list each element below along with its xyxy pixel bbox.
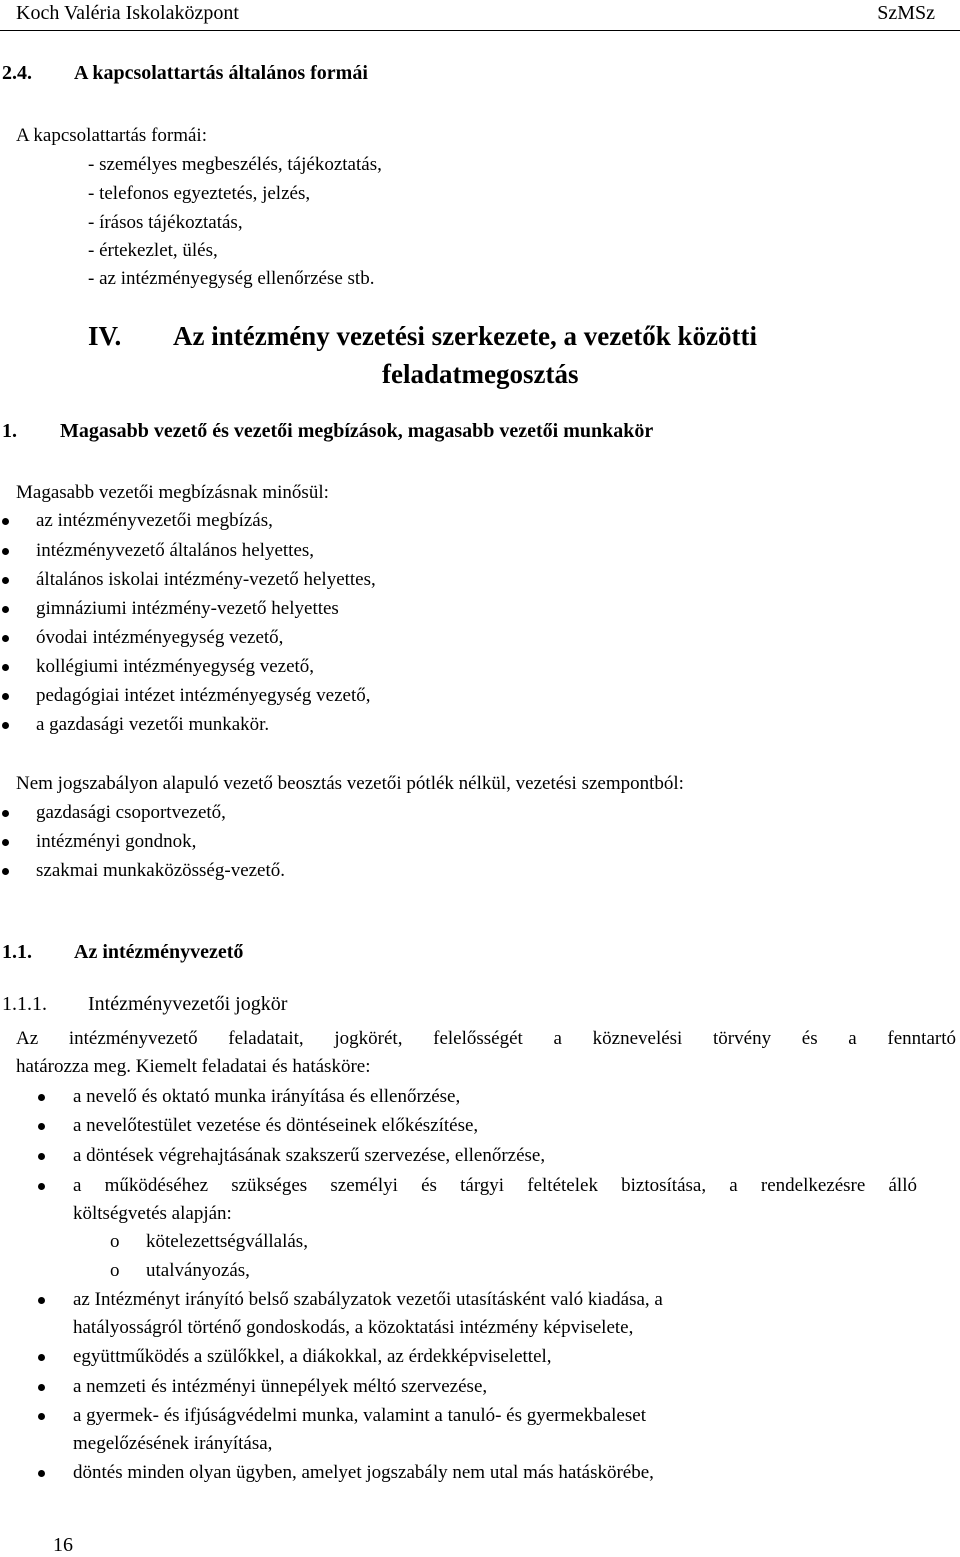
list-item: pedagógiai intézet intézményegység vezető, [36,685,371,706]
list-item: a nevelőtestület vezetése és döntéseinek előkészítése, [73,1115,479,1136]
bullet-icon [38,1470,45,1477]
page-number: 16 [53,1534,73,1556]
list-item-continuation: megelőzésének irányítása, [73,1433,273,1454]
list-item: - az intézményegység ellenőrzése stb. [88,268,375,289]
section-1-intro2: Nem jogszabályon alapuló vezető beosztás vezetői pótlék nélkül, vezetési szempontból: [16,773,684,794]
list-item: a működéséhez szükséges személyi és tárgyi feltételek biztosítása, a rendelkezésre álló [73,1175,917,1196]
sub-list-item: utalványozás, [146,1260,250,1281]
bullet-icon [2,839,9,846]
circle-bullet-icon: o [110,1260,120,1281]
list-item: a gazdasági vezetői munkakör. [36,714,270,735]
list-item: a nemzeti és intézményi ünnepélyek méltó szervezése, [73,1376,488,1397]
bullet-icon [38,1094,45,1101]
list-item-continuation: hatályosságról történő gondoskodás, a közoktatási intézmény képviselete, [73,1317,634,1338]
bullet-icon [2,548,9,555]
section-1-number: 1. [2,420,17,442]
section-11-number: 1.1. [2,941,32,963]
bullet-icon [2,635,9,642]
bullet-icon [38,1123,45,1130]
chapter-title-line1: Az intézmény vezetési szerkezete, a vezetők közötti [173,321,757,351]
list-item-continuation: költségvetés alapján: [73,1203,232,1224]
list-item: a nevelő és oktató munka irányítása és ellenőrzése, [73,1086,461,1107]
section-24-title: A kapcsolattartás általános formái [74,62,368,84]
list-item: kollégiumi intézményegység vezető, [36,656,315,677]
header-school-name: Koch Valéria Iskolaközpont [16,2,239,24]
list-item: általános iskolai intézmény-vezető helyettes, [36,569,376,590]
bullet-icon [2,606,9,613]
bullet-icon [38,1354,45,1361]
list-item: gazdasági csoportvezető, [36,802,226,823]
section-24-intro: A kapcsolattartás formái: [16,125,207,146]
header-divider [0,30,960,31]
list-item: - telefonos egyeztetés, jelzés, [88,183,311,204]
section-1-title: Magasabb vezető és vezetői megbízások, magasabb vezetői munkakör [60,420,654,442]
header-doc-code: SzMSz [877,2,935,24]
bullet-icon [2,810,9,817]
bullet-icon [2,518,9,525]
list-item: az Intézményt irányító belső szabályzatok vezetői utasításként való kiadása, a [73,1289,663,1310]
bullet-icon [38,1384,45,1391]
sub-list-item: kötelezettségvállalás, [146,1231,308,1252]
bullet-icon [2,722,9,729]
list-item: gimnáziumi intézmény-vezető helyettes [36,598,339,619]
bullet-icon [2,664,9,671]
list-item: az intézményvezetői megbízás, [36,510,273,531]
section-11-title: Az intézményvezető [74,941,244,963]
circle-bullet-icon: o [110,1231,120,1252]
list-item: intézményvezető általános helyettes, [36,540,315,561]
section-24-number: 2.4. [2,62,32,84]
bullet-icon [38,1153,45,1160]
bullet-icon [38,1413,45,1420]
list-item: a gyermek- és ifjúságvédelmi munka, valamint a tanuló- és gyermekbaleset [73,1405,646,1426]
bullet-icon [2,868,9,875]
section-111-para-line1: Az intézményvezető feladatait, jogkörét, felelősségét a köznevelési törvény és a fenntartó [16,1028,956,1049]
bullet-icon [38,1183,45,1190]
section-111-number: 1.1.1. [2,993,47,1015]
list-item: döntés minden olyan ügyben, amelyet jogszabály nem utal más hatáskörébe, [73,1462,654,1483]
list-item: a döntések végrehajtásának szakszerű szervezése, ellenőrzése, [73,1145,546,1166]
section-111-title: Intézményvezetői jogkör [88,993,288,1015]
list-item: intézményi gondnok, [36,831,197,852]
section-111-para-line2: határozza meg. Kiemelt feladatai és hatásköre: [16,1056,371,1077]
chapter-numeral: IV. [88,321,122,351]
chapter-title-line2: feladatmegosztás [382,359,579,389]
list-item: együttműködés a szülőkkel, a diákokkal, az érdekképviselettel, [73,1346,552,1367]
list-item: - személyes megbeszélés, tájékoztatás, [88,154,382,175]
list-item: - értekezlet, ülés, [88,240,218,261]
section-1-intro: Magasabb vezetői megbízásnak minősül: [16,482,329,503]
list-item: - írásos tájékoztatás, [88,212,243,233]
list-item: szakmai munkaközösség-vezető. [36,860,286,881]
bullet-icon [38,1297,45,1304]
list-item: óvodai intézményegység vezető, [36,627,284,648]
bullet-icon [2,577,9,584]
bullet-icon [2,693,9,700]
